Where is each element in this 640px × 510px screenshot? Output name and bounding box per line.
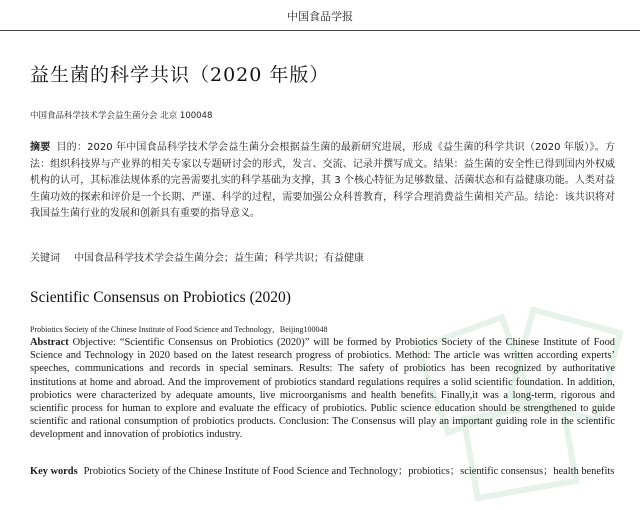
running-header — [0, 0, 640, 31]
abstract-chinese-label: 摘要 — [30, 142, 51, 153]
abstract-chinese-text: 目的：2020 年中国食品科学技术学会益生菌分会根据益生菌的最新研究进展，形成《益生菌的科学共识（2020 年版）》。方法：组织科技界与产业界的相关专家以专题研讨会的形式，发言、交流、记录并撰写成文。结果：益生菌的安全性已得到国内外权威机构的认可，其标准法规体系的完善需要扎实的科学基础为支撑，其 3 个核心特征为足够数量、活菌状态和有益健康功能。人类对益生菌功效的探索和评价是一个长期、严谨、科学的过程，需要加强公众科普教育，科学合理消费益生菌相关产品。结论：该共识将对我国益生菌行业的发展和创新具有重要的指导意义。 — [30, 142, 615, 219]
keywords-chinese — [30, 249, 364, 264]
abstract-english-label: Abstract — [30, 337, 69, 348]
affiliation-english: Probiotics Society of the Chinese Institute of Food Science and Technology，Beijing100048 — [30, 325, 328, 334]
keywords-chinese-text: 中国食品科学技术学会益生菌分会；益生菌；科学共识；有益健康 — [74, 253, 364, 264]
keywords-english-text: Probiotics Society of the Chinese Institute of Food Science and Technology；probiotics；scientific consensus；health benefits — [83, 466, 615, 477]
keywords-chinese-label: 关键词 — [30, 253, 60, 264]
affiliation-chinese: 中国食品科学技术学会益生菌分会 北京 100048 — [30, 111, 213, 121]
title-chinese: 益生菌的科学共识（2020 年版） — [30, 64, 330, 86]
title-english: Scientific Consensus on Probiotics (2020) — [30, 289, 291, 306]
keywords-english-label: Key words — [30, 466, 78, 477]
journal-name: 中国食品学报 — [287, 10, 353, 23]
watermark-graphic — [410, 300, 640, 510]
abstract-chinese — [30, 140, 615, 223]
abstract-english-text: Objective: “Scientific Consensus on Probiotics (2020)” will be formed by Probiotics Society of the Chinese Institute of Food Science and Technology in 2020 based on the latest research progress of probiotics. Method: The article was written according experts’ speeches, communications and records in special seminars. Results: The safety of probiotics has been recognized by authoritative institutions at home and abroad. And the improvement of probiotics standard regulations requires a solid scientific foundation. In addition, probiotics were characterized by adequate amounts, live microorganisms and health benefits. Finally,it was a long-term, rigorous and scientific process for human to explore and evaluate the efficacy of probiotics. Public science education should be strengthened to guide scientific and rational consumption of probiotics products. Conclusion: The Consensus will play an important guiding role in the scientific development and innovation of probiotics industry. — [30, 337, 615, 441]
